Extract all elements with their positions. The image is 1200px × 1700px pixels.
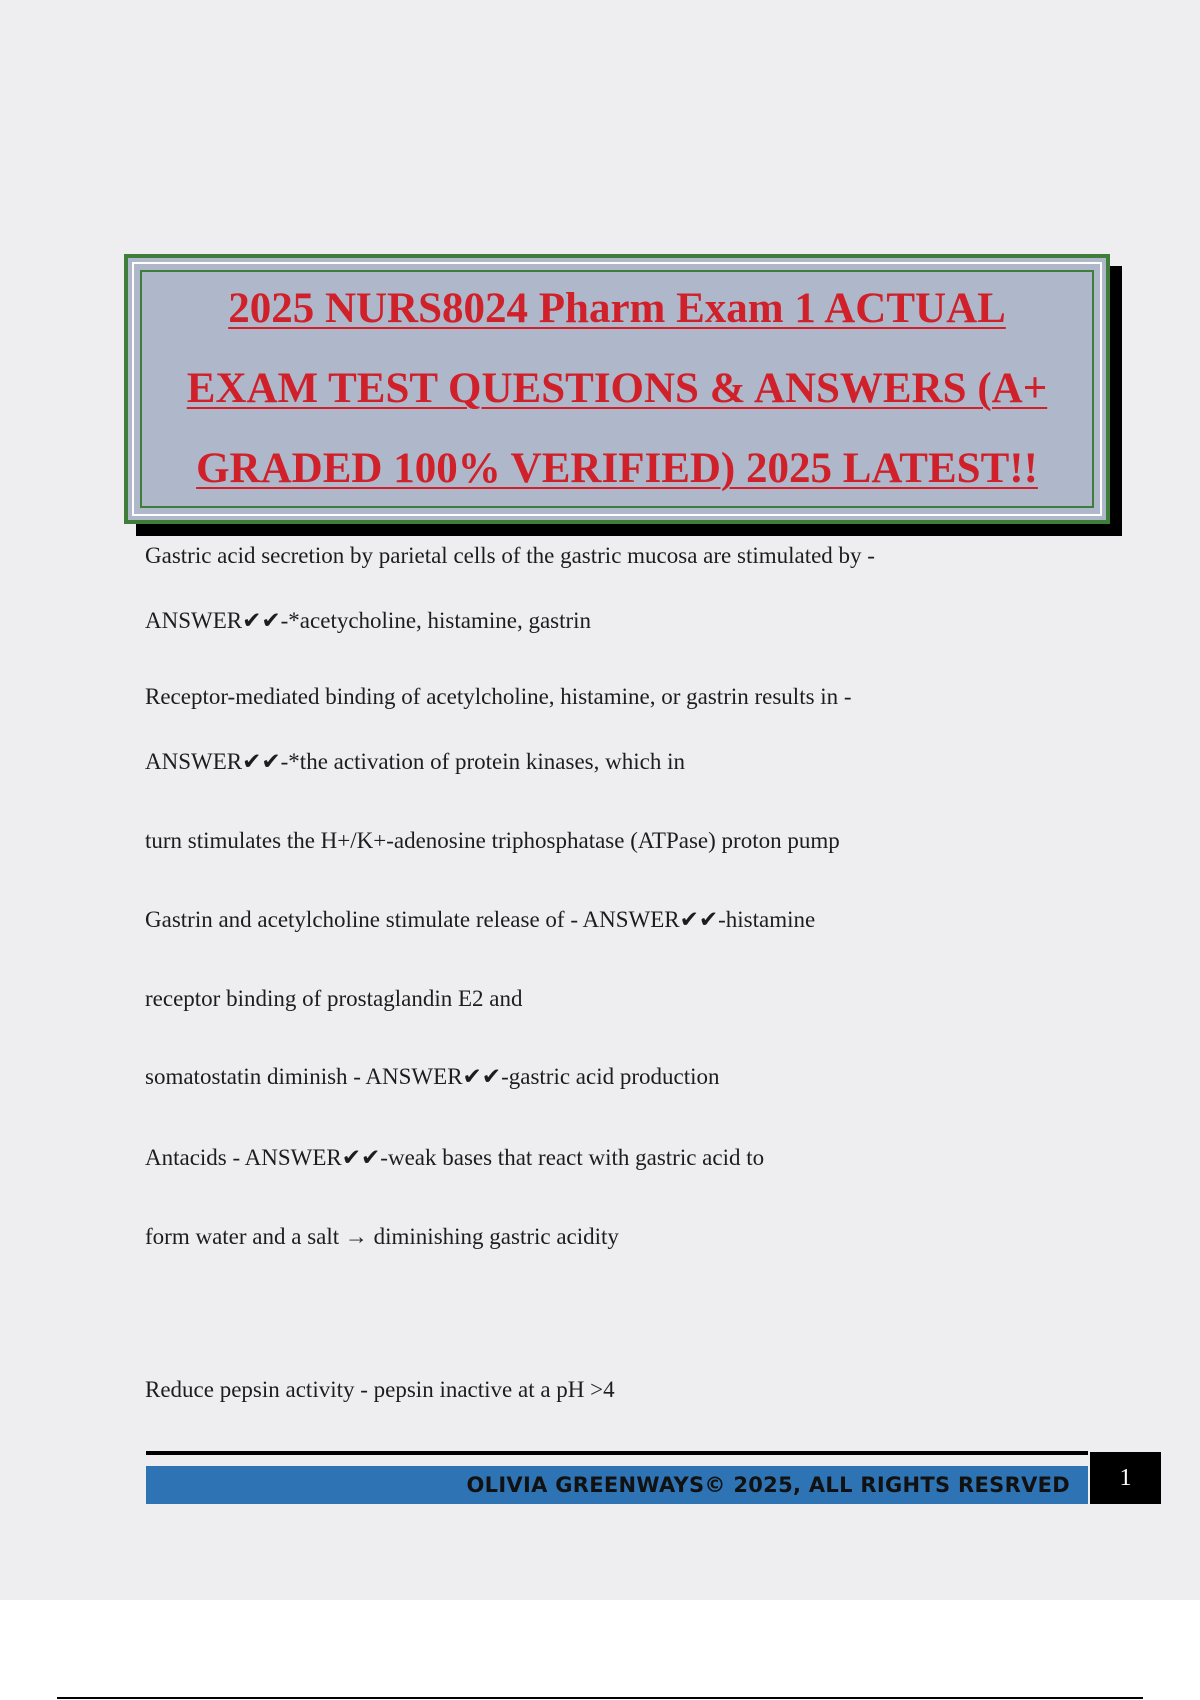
page-separator: [57, 1697, 1143, 1699]
title-line-3: GRADED 100% VERIFIED) 2025 LATEST!!: [196, 445, 1038, 492]
page-number-box: [1090, 1452, 1161, 1504]
body-line: Gastric acid secretion by parietal cells of the gastric mucosa are stimulated by -: [145, 543, 875, 568]
footer-copyright: OLIVIA GREENWAYS© 2025, ALL RIGHTS RESRVED: [466, 1473, 1070, 1497]
body-line: Receptor-mediated binding of acetylcholine, histamine, or gastrin results in -: [145, 684, 852, 709]
body-line: form water and a salt → diminishing gastric acidity: [145, 1224, 619, 1249]
body-line: Reduce pepsin activity - pepsin inactive at a pH >4: [145, 1377, 615, 1402]
title-line-1: 2025 NURS8024 Pharm Exam 1 ACTUAL: [228, 285, 1006, 332]
title-line-2: EXAM TEST QUESTIONS & ANSWERS (A+: [186, 365, 1048, 412]
body-line: Antacids - ANSWER✔✔-weak bases that react with gastric acid to: [145, 1145, 765, 1170]
body-line: turn stimulates the H+/K+-adenosine triphosphatase (ATPase) proton pump: [145, 828, 840, 853]
title-box: [124, 254, 1110, 524]
footer-rule: [146, 1451, 1088, 1455]
page-number: 1: [1119, 1464, 1132, 1491]
footer-bar: [146, 1466, 1088, 1504]
body-line: ANSWER✔✔-*the activation of protein kinases, which in: [145, 749, 685, 774]
body-line: receptor binding of prostaglandin E2 and: [145, 986, 523, 1011]
body-line: ANSWER✔✔-*acetycholine, histamine, gastrin: [145, 608, 592, 633]
body-line: Gastrin and acetylcholine stimulate release of - ANSWER✔✔-histamine: [145, 907, 816, 932]
body-line: somatostatin diminish - ANSWER✔✔-gastric acid production: [145, 1064, 720, 1089]
